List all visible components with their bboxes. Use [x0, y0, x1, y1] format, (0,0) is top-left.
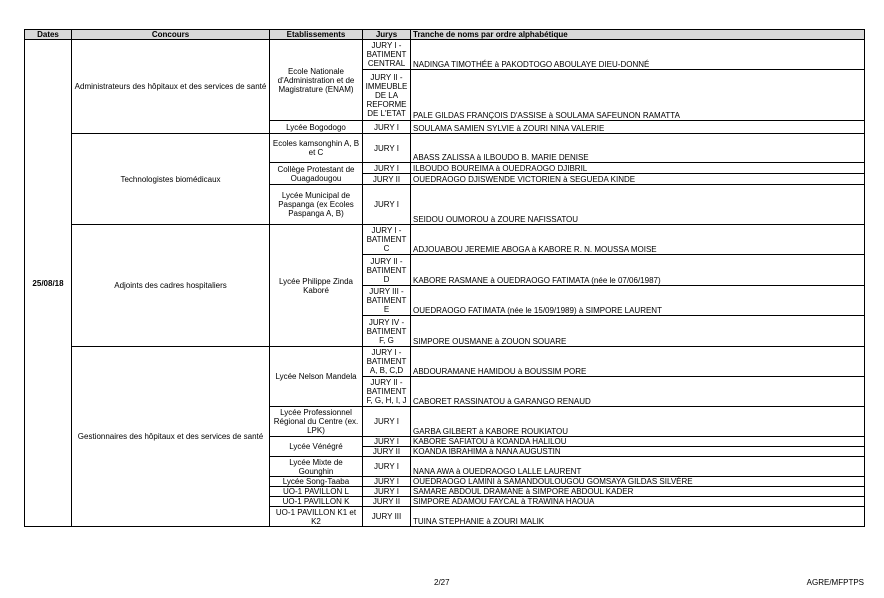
tranche-cell: ILBOUDO BOUREIMA à OUEDRAOGO DJIBRIL	[411, 163, 865, 174]
concours-cell: Administrateurs des hôpitaux et des services de santé	[72, 40, 270, 134]
header-etablissements: Etablissements	[270, 30, 363, 40]
tranche-cell: PALE GILDAS FRANÇOIS D'ASSISE à SOULAMA SAFEUNON RAMATTA	[411, 70, 865, 121]
etab-cell: Collège Protestant de Ouagadougou	[270, 163, 363, 185]
jury-cell: JURY III - BATIMENT E	[363, 286, 411, 316]
etab-cell: Lycée Philippe Zinda Kaboré	[270, 225, 363, 347]
header-concours: Concours	[72, 30, 270, 40]
jury-cell: JURY I - BATIMENT A, B, C,D	[363, 347, 411, 377]
document-reference: AGRE/MFPTPS	[806, 578, 864, 587]
header-dates: Dates	[25, 30, 72, 40]
table-row	[25, 347, 865, 377]
tranche-cell: OUEDRAOGO FATIMATA (née le 15/09/1989) à SIMPORE LAURENT	[411, 286, 865, 316]
header-row	[25, 30, 865, 40]
etab-cell: UO-1 PAVILLON K1 et K2	[270, 507, 363, 527]
tranche-cell: GARBA GILBERT à KABORE ROUKIATOU	[411, 407, 865, 437]
etab-cell: Ecole Nationale d'Administration et de Magistrature (ENAM)	[270, 40, 363, 121]
concours-cell: Technologistes biomédicaux	[72, 134, 270, 225]
tranche-cell: KABORE SAFIATOU à KOANDA HALILOU	[411, 437, 865, 447]
tranche-cell: SIMPORE OUSMANE à ZOUON SOUARE	[411, 316, 865, 347]
etab-cell: Ecoles kamsonghin A, B et C	[270, 134, 363, 163]
jury-cell: JURY I	[363, 163, 411, 174]
tranche-cell: OUEDRAOGO LAMINI à SAMANDOULOUGOU GOMSAYA GILDAS SILVÈRE	[411, 477, 865, 487]
tranche-cell: TUINA STEPHANIE à ZOURI MALIK	[411, 507, 865, 527]
jury-cell: JURY II - IMMEUBLE DE LA REFORME DE L'ETAT	[363, 70, 411, 121]
tranche-cell: SIMPORE ADAMOU FAYCAL à TRAWINA HAOUA	[411, 497, 865, 507]
etab-cell: Lycée Vénégré	[270, 437, 363, 457]
etab-cell: Lycée Municipal de Paspanga (ex Ecoles Paspanga A, B)	[270, 185, 363, 225]
tranche-cell: ABASS ZALISSA à ILBOUDO B. MARIE DENISE	[411, 134, 865, 163]
date-cell: 25/08/18	[25, 40, 72, 527]
jury-cell: JURY I	[363, 185, 411, 225]
tranche-cell: NANA AWA à OUEDRAOGO LALLE LAURENT	[411, 457, 865, 477]
table-row	[25, 225, 865, 255]
tranche-cell: KABORE RASMANE à OUEDRAOGO FATIMATA (née le 07/06/1987)	[411, 255, 865, 286]
jury-cell: JURY IV - BATIMENT F, G	[363, 316, 411, 347]
tranche-cell: SAMARE ABDOUL DRAMANE à SIMPORE ABDOUL KADER	[411, 487, 865, 497]
jury-cell: JURY II - BATIMENT D	[363, 255, 411, 286]
jury-cell: JURY I - BATIMENT CENTRAL	[363, 40, 411, 70]
page-number: 2/27	[434, 578, 450, 587]
tranche-cell: ABDOURAMANE HAMIDOU à BOUSSIM PORE	[411, 347, 865, 377]
jury-cell: JURY I	[363, 477, 411, 487]
etab-cell: Lycée Nelson Mandela	[270, 347, 363, 407]
jury-cell: JURY I	[363, 121, 411, 134]
tranche-cell: NADINGA TIMOTHÉE à PAKODTOGO ABOULAYE DIEU-DONNÉ	[411, 40, 865, 70]
jury-cell: JURY I	[363, 457, 411, 477]
jury-cell: JURY I	[363, 134, 411, 163]
tranche-cell: CABORET RASSINATOU à GARANGO RENAUD	[411, 377, 865, 407]
header-jurys: Jurys	[363, 30, 411, 40]
schedule-table	[24, 29, 865, 527]
etab-cell: UO-1 PAVILLON K	[270, 497, 363, 507]
tranche-cell: KOANDA IBRAHIMA à NANA AUGUSTIN	[411, 447, 865, 457]
table-row	[25, 40, 865, 70]
etab-cell: UO-1 PAVILLON L	[270, 487, 363, 497]
jury-cell: JURY II	[363, 174, 411, 185]
jury-cell: JURY II	[363, 447, 411, 457]
header-tranche: Tranche de noms par ordre alphabétique	[411, 30, 865, 40]
table-row	[25, 134, 865, 163]
etab-cell: Lycée Professionnel Régional du Centre (ex. LPK)	[270, 407, 363, 437]
tranche-cell: OUEDRAOGO DJISWENDE VICTORIEN à SEGUEDA KINDE	[411, 174, 865, 185]
concours-cell: Gestionnaires des hôpitaux et des services de santé	[72, 347, 270, 527]
jury-cell: JURY II	[363, 497, 411, 507]
jury-cell: JURY I	[363, 487, 411, 497]
jury-cell: JURY I	[363, 407, 411, 437]
jury-cell: JURY I - BATIMENT C	[363, 225, 411, 255]
jury-cell: JURY II - BATIMENT F, G, H, I, J	[363, 377, 411, 407]
tranche-cell: ADJOUABOU JEREMIE ABOGA à KABORE R. N. MOUSSA MOISE	[411, 225, 865, 255]
tranche-cell: SEIDOU OUMOROU à ZOURE NAFISSATOU	[411, 185, 865, 225]
jury-cell: JURY I	[363, 437, 411, 447]
etab-cell: Lycée Bogodogo	[270, 121, 363, 134]
tranche-cell: SOULAMA SAMIEN SYLVIE à ZOURI NINA VALERIE	[411, 121, 865, 134]
etab-cell: Lycée Song-Taaba	[270, 477, 363, 487]
jury-cell: JURY III	[363, 507, 411, 527]
concours-cell: Adjoints des cadres hospitaliers	[72, 225, 270, 347]
etab-cell: Lycée Mixte de Gounghin	[270, 457, 363, 477]
